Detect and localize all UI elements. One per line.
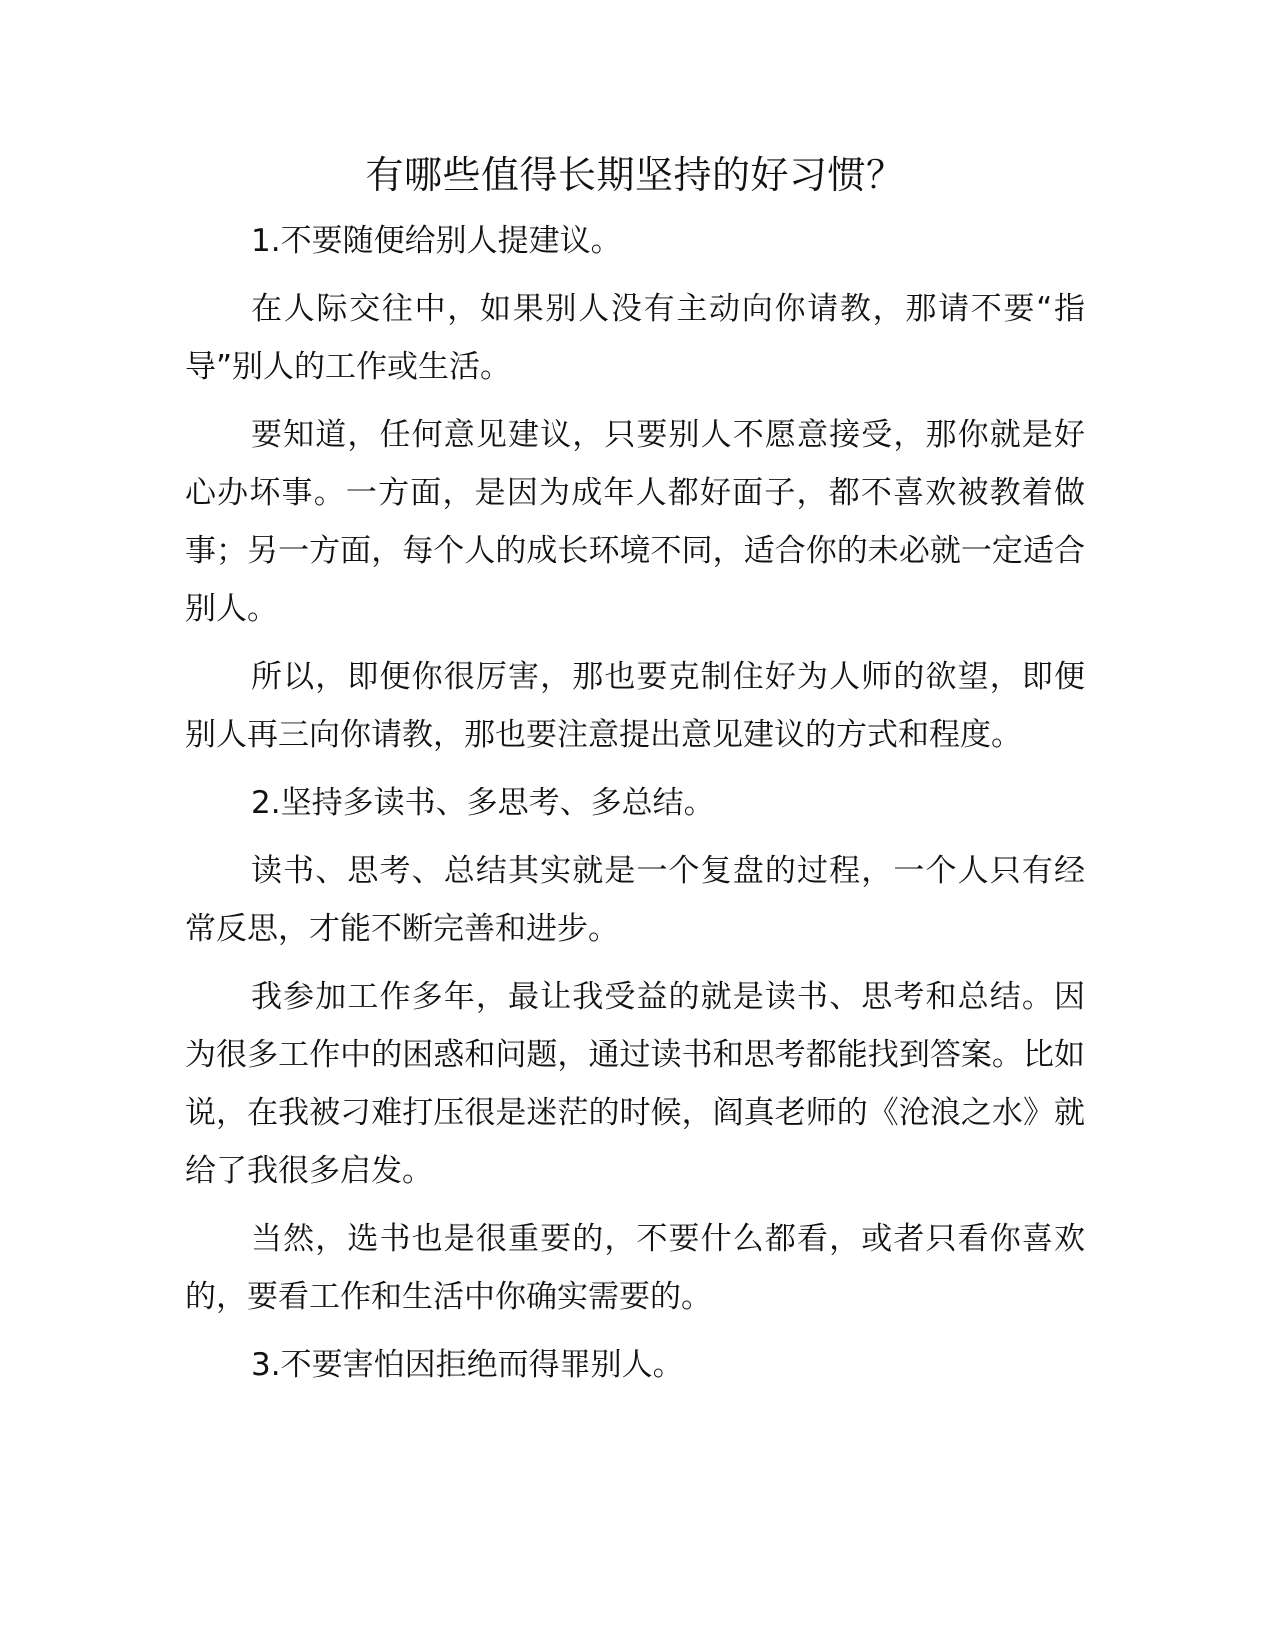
- paragraph: 所以，即便你很厉害，那也要克制住好为人师的欲望，即便别人再三向你请教，那也要注意提出意见建议的方式和程度。: [185, 659, 1085, 753]
- paragraph: 当然，选书也是很重要的，不要什么都看，或者只看你喜欢的，要看工作和生活中你确实需要的。: [185, 1221, 1085, 1315]
- paragraph: 要知道，任何意见建议，只要别人不愿意接受，那你就是好心办坏事。一方面，是因为成年人都好面子，都不喜欢被教着做事；另一方面，每个人的成长环境不同，适合你的未必就一定适合别人。: [185, 417, 1085, 627]
- paragraph: 在人际交往中，如果别人没有主动向你请教，那请不要“指导”别人的工作或生活。: [185, 291, 1085, 385]
- paragraph: 我参加工作多年，最让我受益的就是读书、思考和总结。因为很多工作中的困惑和问题，通过读书和思考都能找到答案。比如说，在我被刁难打压很是迷茫的时候，阎真老师的《沧浪之水》就给了我很多启发。: [185, 979, 1085, 1189]
- section-heading-1: 1.不要随便给别人提建议。: [251, 223, 622, 259]
- section-heading-2: 2.坚持多读书、多思考、多总结。: [251, 785, 715, 821]
- document-body: [185, 140, 1085, 1404]
- paragraph: 读书、思考、总结其实就是一个复盘的过程，一个人只有经常反思，才能不断完善和进步。: [185, 853, 1085, 947]
- document-title: 有哪些值得长期坚持的好习惯？: [365, 153, 905, 197]
- section-heading-3: 3.不要害怕因拒绝而得罪别人。: [251, 1347, 684, 1383]
